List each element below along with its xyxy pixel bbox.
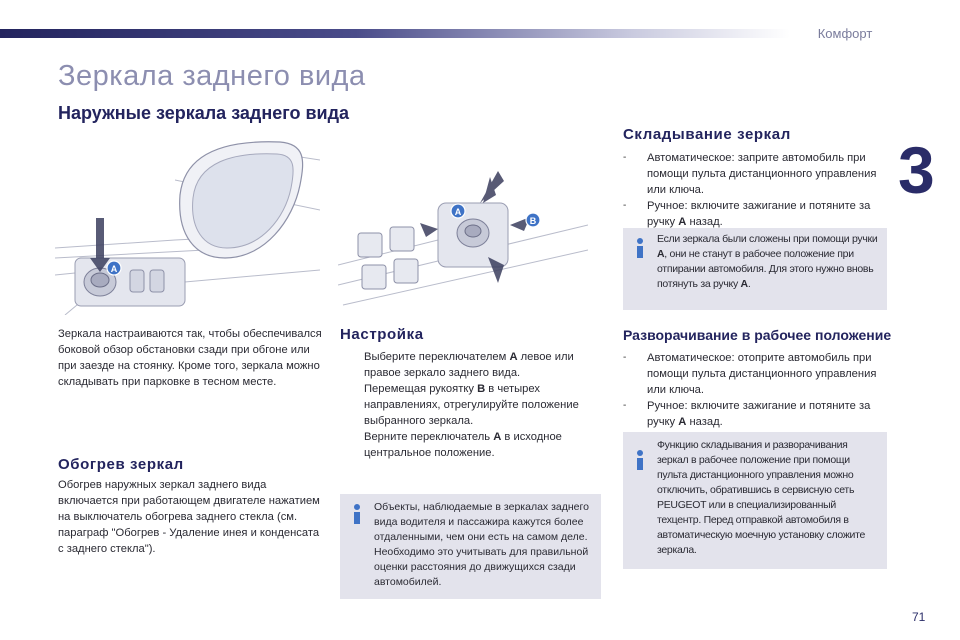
heating-heading: Обогрев зеркал bbox=[58, 456, 184, 473]
section-label: Комфорт bbox=[817, 26, 873, 41]
info-icon bbox=[633, 238, 647, 258]
dash-marker: - bbox=[623, 152, 627, 163]
intro-paragraph: Зеркала настраиваются так, чтобы обеспечивался боковой обзор обстановки сзади при обгоне или при заезде на стоянку. Кроме того, зеркала можно складывать при парковке в тесном месте. bbox=[58, 328, 322, 388]
page-subtitle: Наружные зеркала заднего вида bbox=[58, 103, 350, 123]
list-item: Выберите переключателем A левое или правое зеркало заднего вида. bbox=[364, 351, 574, 379]
adjustment-steps bbox=[340, 349, 602, 461]
folding-list bbox=[623, 150, 888, 230]
info-icon bbox=[633, 450, 647, 470]
badge-b-label: B bbox=[529, 216, 537, 226]
dash-marker: - bbox=[623, 352, 627, 363]
info-box-folded-mirrors: Если зеркала были сложены при помощи ручки A, они не станут в рабочее положение при отпирании автомобиля. Для этого нужно вновь потянуть за ручку A. bbox=[623, 228, 887, 310]
info-icon bbox=[350, 504, 364, 524]
unfolding-list bbox=[623, 350, 888, 430]
info-box-mirror-distance: Объекты, наблюдаемые в зеркалах заднего вида водителя и пассажира кажутся более отдаленными, чем они есть на самом деле. Необходимо это учитывать для правильной оценки расстояния до движущихся сзади автомобилей. bbox=[340, 494, 601, 599]
mirror-illustration bbox=[55, 140, 320, 315]
badge-a-label: A bbox=[454, 207, 462, 217]
dash-marker: - bbox=[623, 400, 627, 411]
header-bar bbox=[0, 29, 790, 38]
list-item: - Автоматическое: заприте автомобиль при помощи пульта дистанционного управления или ключа. bbox=[623, 152, 877, 196]
list-item: Перемещая рукоятку B в четырех направлениях, отрегулируйте положение выбранного зеркала. bbox=[364, 383, 579, 427]
list-item: Верните переключатель A в исходное центральное положение. bbox=[364, 431, 562, 459]
switch-illustration bbox=[338, 165, 588, 315]
list-item: - Ручное: включите зажигание и потяните за ручку A назад. bbox=[623, 400, 871, 428]
page-title: Зеркала заднего вида bbox=[58, 60, 366, 92]
unfolding-heading: Разворачивание в рабочее положение bbox=[623, 327, 892, 343]
info-box-remote-folding: Функцию складывания и разворачивания зеркал в рабочее положение при помощи пульта дистанционного управления можно отключить, обратившись в сервисную сеть PEUGEOT или в специализированный техцентр. Перед отправкой автомобиля в автоматическую моечную установку сложите зеркала. bbox=[623, 432, 887, 569]
chapter-number: 3 bbox=[898, 133, 935, 207]
badge-a-label: A bbox=[110, 264, 118, 274]
folding-heading: Складывание зеркал bbox=[623, 126, 791, 143]
list-item: - Ручное: включите зажигание и потяните за ручку A назад. bbox=[623, 200, 871, 228]
adjustment-heading: Настройка bbox=[340, 326, 424, 343]
page-number: 71 bbox=[912, 610, 926, 624]
dash-marker: - bbox=[623, 200, 627, 211]
heating-paragraph: Обогрев наружных зеркал заднего вида включается при работающем двигателе нажатием на выключатель обогрева заднего стекла (см. параграф "Обогрев - Удаление инея и конденсата с заднего стекла"). bbox=[58, 479, 320, 555]
list-item: - Автоматическое: отоприте автомобиль при помощи пульта дистанционного управления или ключа. bbox=[623, 352, 877, 396]
